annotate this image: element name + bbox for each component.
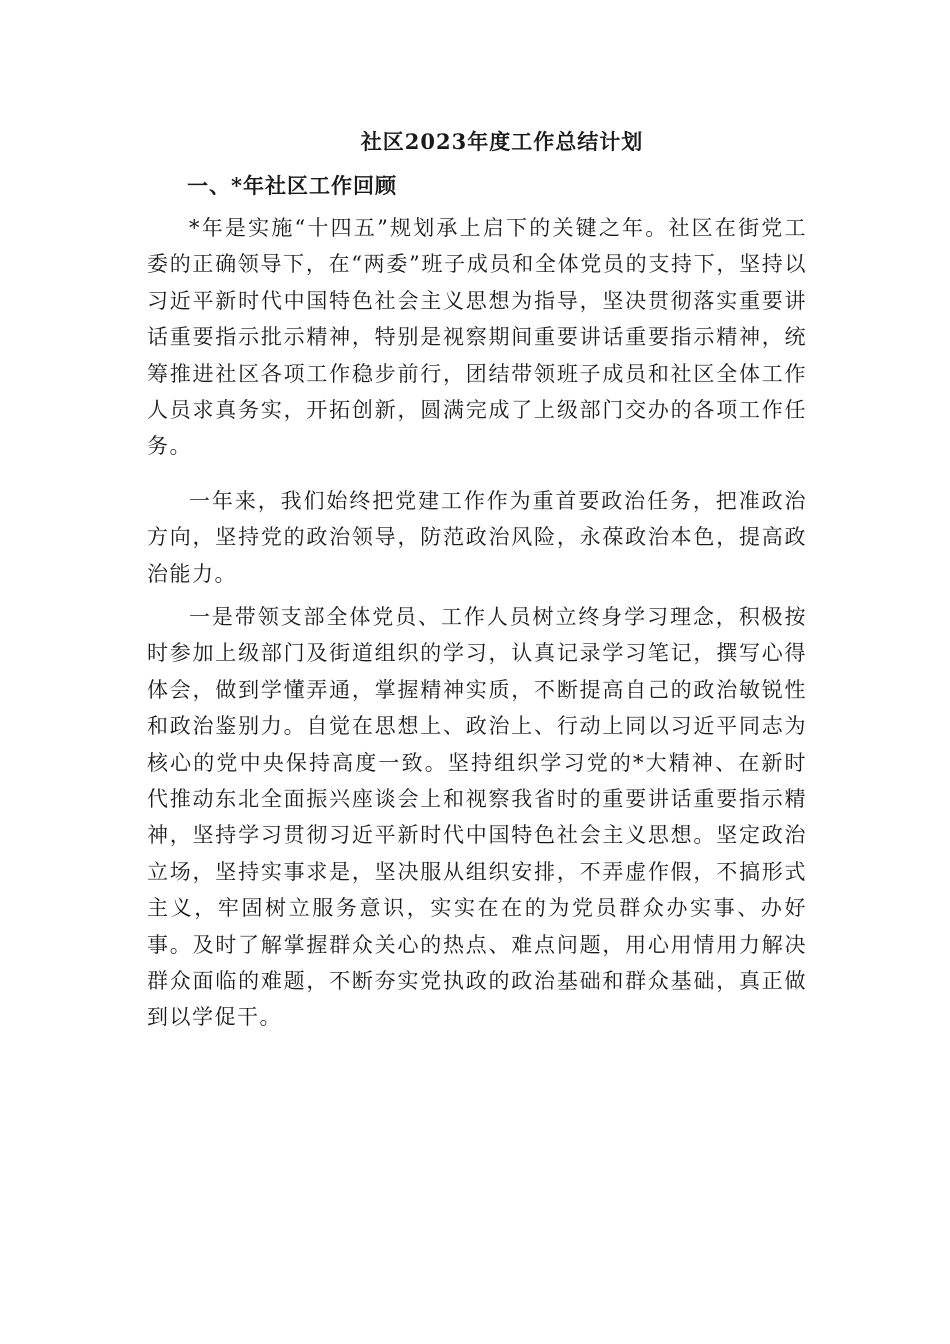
paragraph-study-practice: 一是带领支部全体党员、工作人员树立终身学习理念，积极按时参加上级部门及街道组织的学习，认真记录学习笔记，撰写心得体会，做到学懂弄通，掌握精神实质，不断提高自己的政治敏锐性和政治鉴别力。自觉在思想上、政治上、行动上同以习近平同志为核心的党中央保持高度一致。坚持组织学习党的*大精神、在新时代推动东北全面振兴座谈会上和视察我省时的重要讲话重要指示精神，坚持学习贯彻习近平新时代中国特色社会主义思想。坚定政治立场，坚持实事求是，坚决服从组织安排，不弄虚作假，不搞形式主义，牢固树立服务意识，实实在在的为党员群众办实事、办好事。及时了解掌握群众关心的热点、难点问题，用心用情用力解决群众面临的难题，不断夯实党执政的政治基础和群众基础，真正做到以学促干。 bbox=[147, 605, 807, 1030]
paragraph-party-building: 一年来，我们始终把党建工作作为重首要政治任务，把准政治方向，坚持党的政治领导，防范政治风险，永葆政治本色，提高政治能力。 bbox=[147, 489, 807, 586]
section-heading: 一、*年社区工作回顾 bbox=[187, 173, 397, 198]
paragraph-review-intro: *年是实施“十四五”规划承上启下的关键之年。社区在街党工委的正确领导下，在“两委”班子成员和全体党员的支持下，坚持以习近平新时代中国特色社会主义思想为指导，坚决贯彻落实重要讲话重要指示批示精神，特别是视察期间重要讲话重要指示精神，统筹推进社区各项工作稳步前行，团结带领班子成员和社区全体工作人员求真务实，开拓创新，圆满完成了上级部门交办的各项工作任务。 bbox=[147, 216, 807, 459]
document-title: 社区2023年度工作总结计划 bbox=[360, 129, 644, 154]
